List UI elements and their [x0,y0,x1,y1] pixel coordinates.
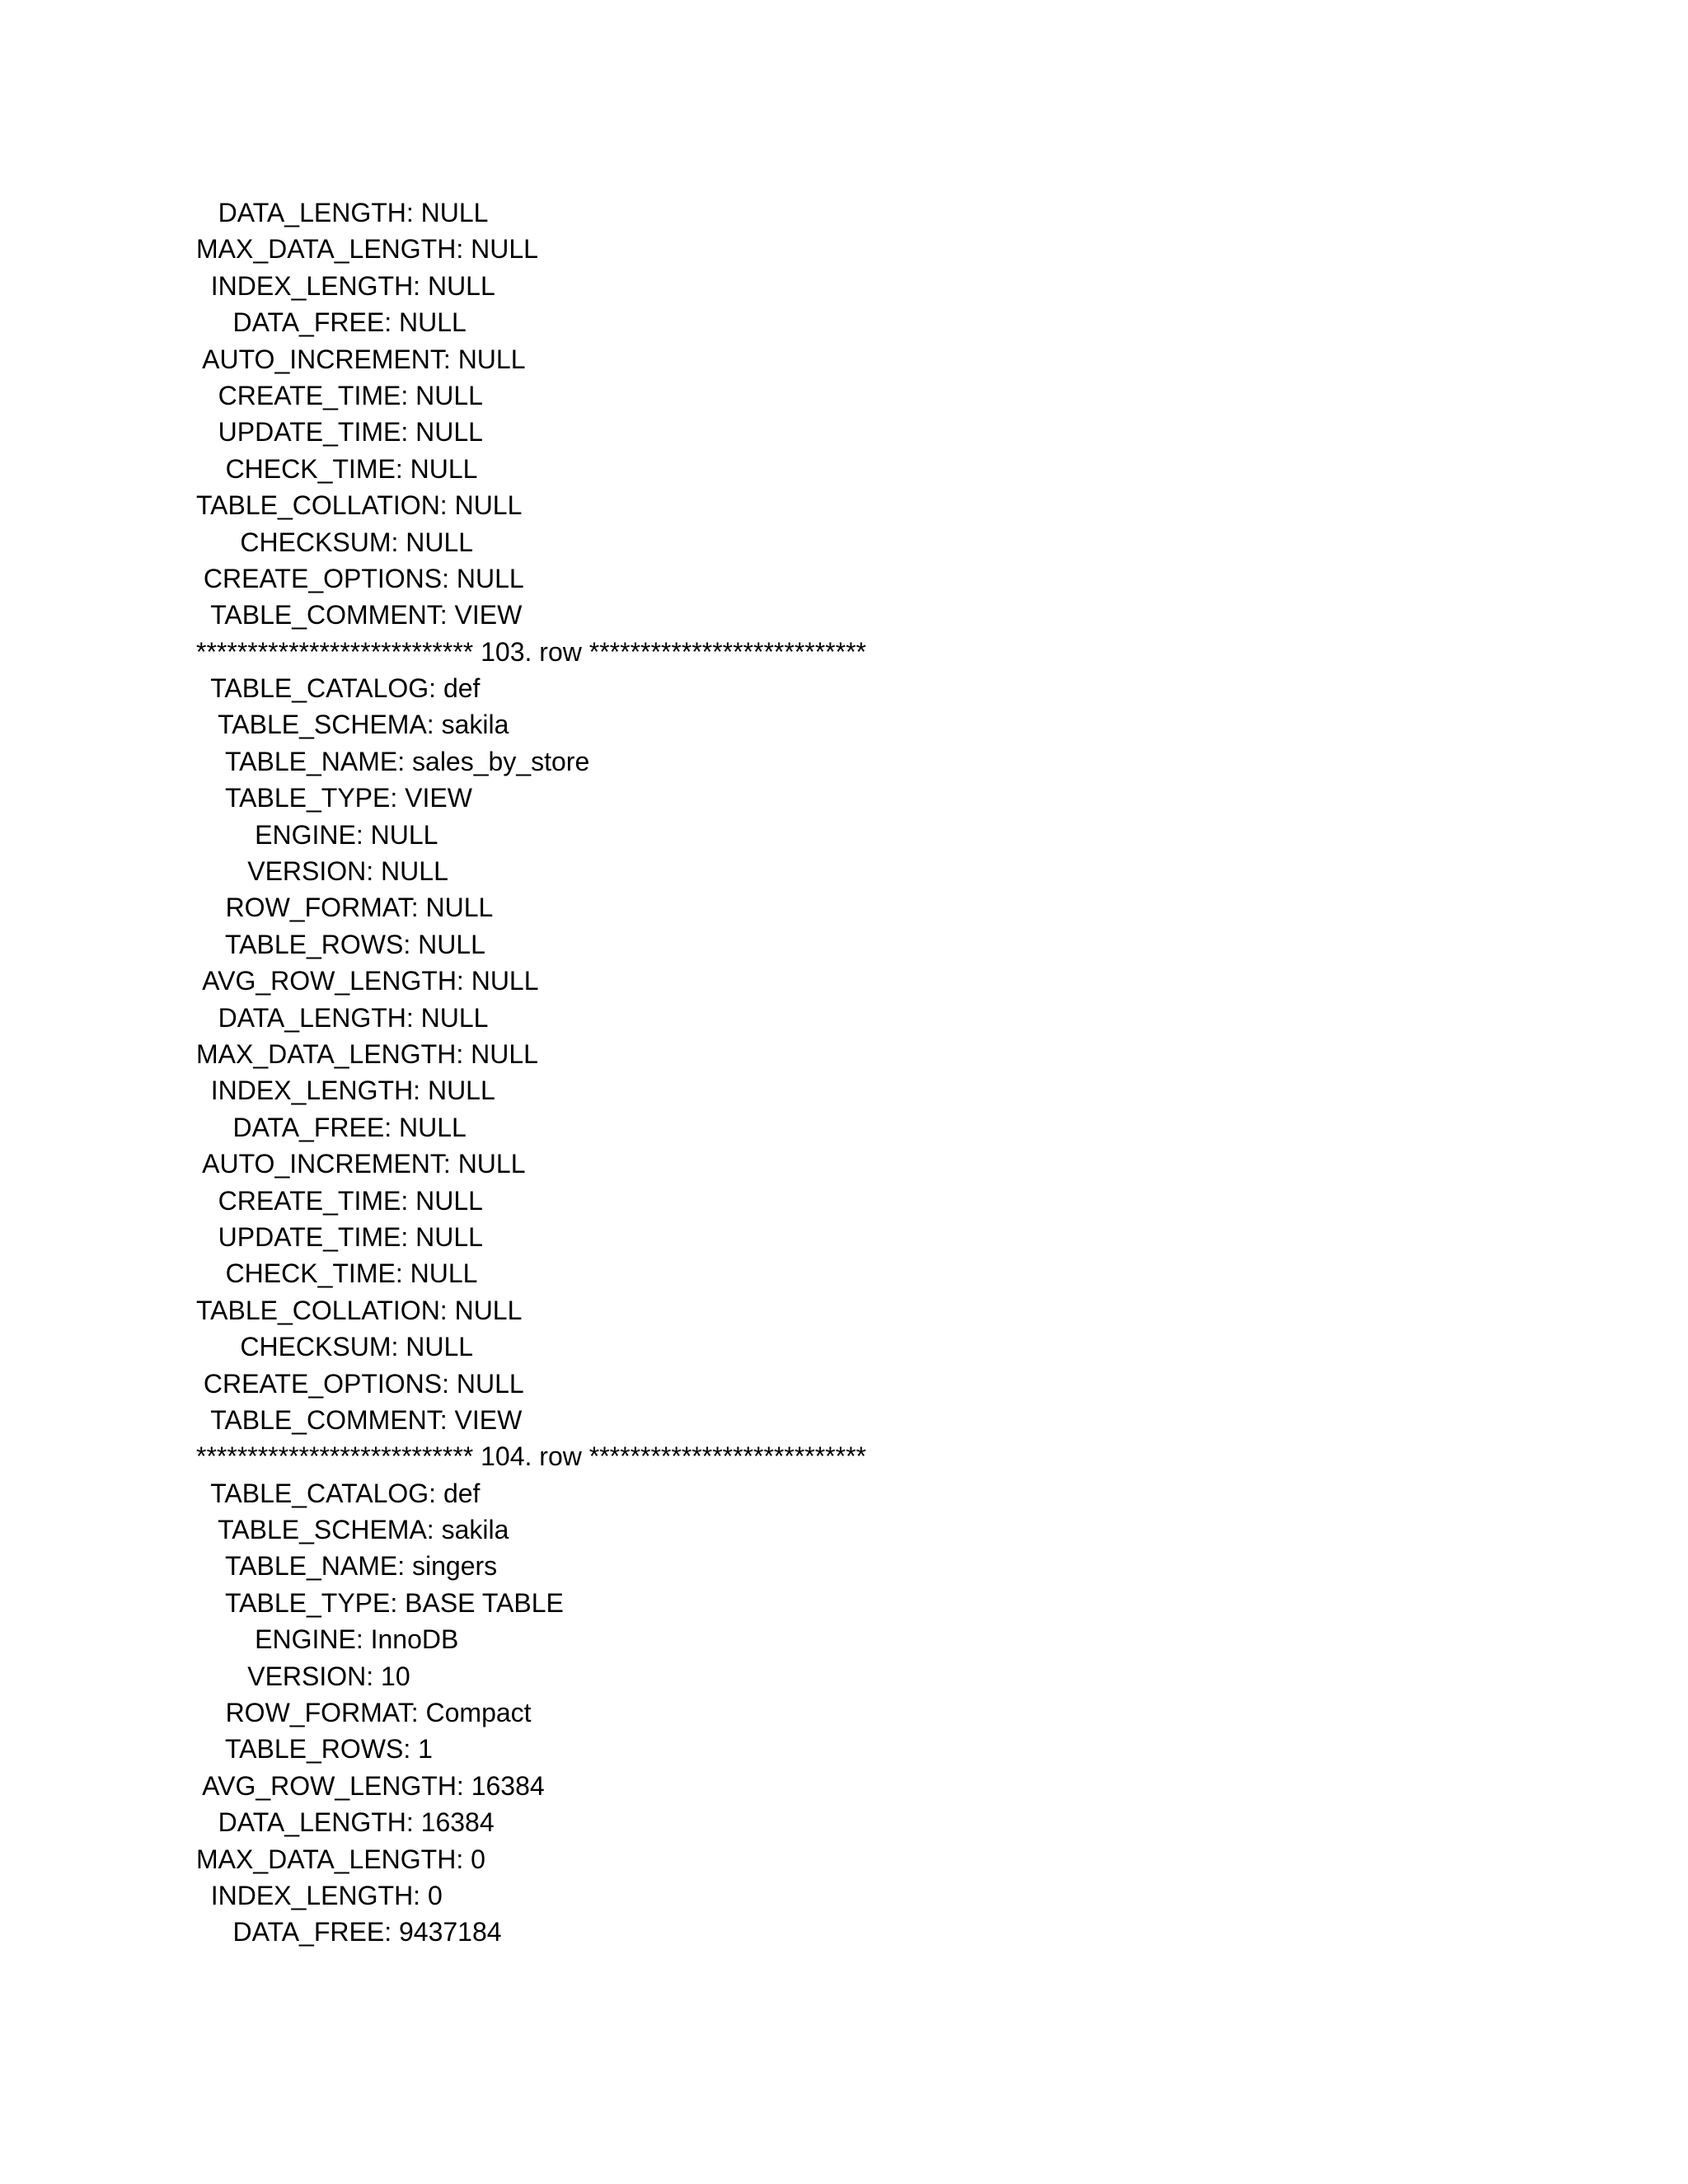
text-line: TABLE_SCHEMA: sakila [196,1515,509,1545]
text-line: ROW_FORMAT: Compact [196,1698,532,1728]
text-line: MAX_DATA_LENGTH: NULL [196,234,538,265]
text-line: DATA_FREE: NULL [196,1112,467,1142]
text-line: AVG_ROW_LENGTH: NULL [196,966,539,996]
text-line: TABLE_COLLATION: NULL [196,490,523,521]
text-line: TABLE_CATALOG: def [196,673,481,704]
text-line: TABLE_COMMENT: VIEW [196,600,523,630]
text-line: ROW_FORMAT: NULL [196,893,494,923]
text-line: TABLE_TYPE: VIEW [196,783,472,813]
text-line: DATA_FREE: NULL [196,307,467,338]
text-line: TABLE_NAME: singers [196,1551,498,1582]
text-line: TABLE_NAME: sales_by_store [196,746,590,776]
text-line: CHECKSUM: NULL [196,527,474,557]
text-line: CREATE_TIME: NULL [196,1185,483,1216]
text-line: TABLE_COMMENT: VIEW [196,1404,523,1435]
text-line: AVG_ROW_LENGTH: 16384 [196,1770,545,1801]
text-line: VERSION: 10 [196,1661,410,1691]
text-line: MAX_DATA_LENGTH: NULL [196,1038,538,1069]
text-line: TABLE_TYPE: BASE TABLE [196,1587,564,1618]
text-line: UPDATE_TIME: NULL [196,1221,483,1252]
text-line: ENGINE: NULL [196,819,438,850]
text-line: VERSION: NULL [196,856,448,887]
text-line: INDEX_LENGTH: NULL [196,270,495,301]
text-line: DATA_FREE: 9437184 [196,1917,502,1947]
text-line: AUTO_INCREMENT: NULL [196,344,526,374]
text-line: CREATE_TIME: NULL [196,380,483,410]
text-line: TABLE_ROWS: NULL [196,929,485,959]
text-line: CREATE_OPTIONS: NULL [196,1368,524,1399]
text-line: TABLE_COLLATION: NULL [196,1295,523,1325]
text-line: INDEX_LENGTH: NULL [196,1076,495,1106]
text-line: MAX_DATA_LENGTH: 0 [196,1844,485,1874]
row-separator: *************************** 103. row *************************** [196,636,866,667]
text-line: TABLE_ROWS: 1 [196,1734,433,1765]
text-line: ENGINE: InnoDB [196,1624,459,1655]
text-block [196,194,1597,1951]
text-line: UPDATE_TIME: NULL [196,417,483,448]
text-line: DATA_LENGTH: NULL [196,198,489,227]
text-line: DATA_LENGTH: 16384 [196,1807,495,1838]
text-line: CREATE_OPTIONS: NULL [196,563,524,593]
text-line: TABLE_CATALOG: def [196,1478,481,1508]
text-line: DATA_LENGTH: NULL [196,1002,489,1033]
text-line: INDEX_LENGTH: 0 [196,1880,443,1910]
text-line: CHECK_TIME: NULL [196,1258,478,1289]
text-line: CHECKSUM: NULL [196,1332,474,1362]
text-line: CHECK_TIME: NULL [196,453,478,484]
text-line: TABLE_SCHEMA: sakila [196,710,509,740]
text-line: AUTO_INCREMENT: NULL [196,1149,526,1179]
row-separator: *************************** 104. row *************************** [196,1441,866,1472]
